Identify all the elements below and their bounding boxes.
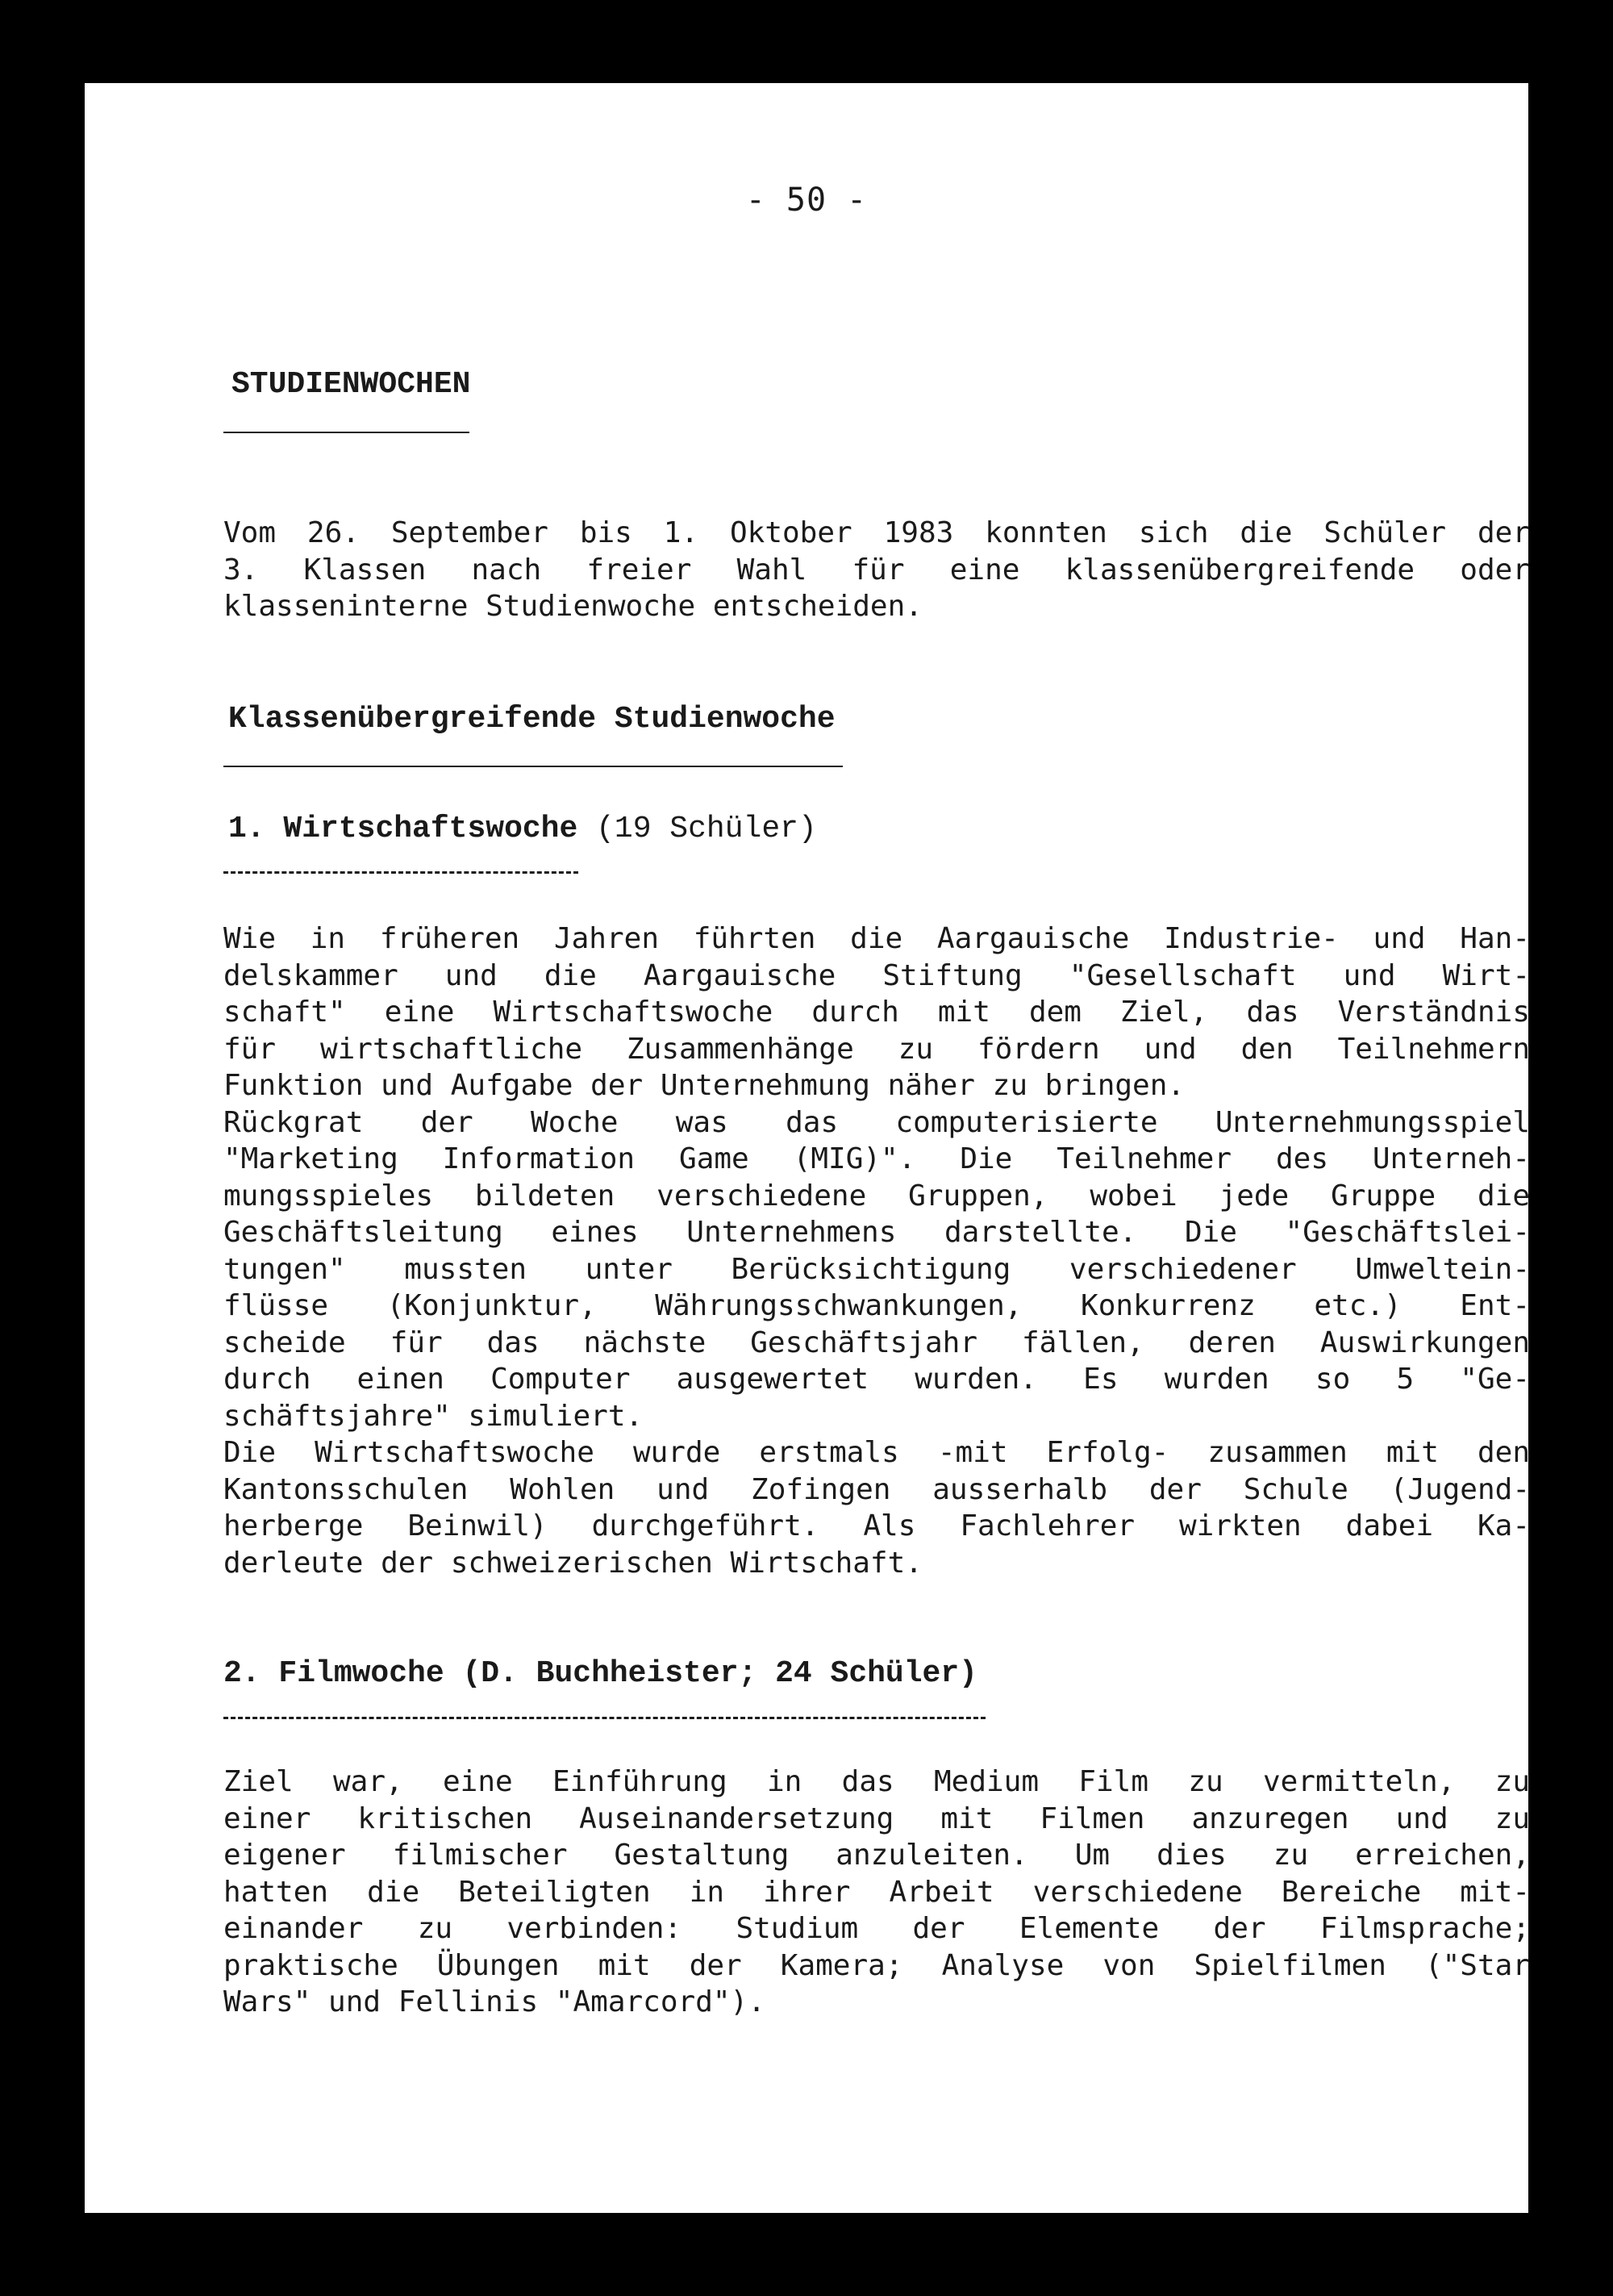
item1-number: 1. bbox=[228, 812, 265, 846]
main-title-underline bbox=[223, 432, 469, 433]
item1-title: Wirtschaftswoche bbox=[283, 812, 578, 846]
paragraph-line: Kantonsschulen Wohlen und Zofingen ausserhalb der Schule (Jugend- bbox=[223, 1472, 1530, 1506]
paragraph-line: schäftsjahre" simuliert. bbox=[223, 1399, 644, 1433]
paragraph-line: scheide für das nächste Geschäftsjahr fällen, deren Auswirkungen bbox=[223, 1325, 1530, 1359]
item2-paragraph bbox=[223, 1764, 1530, 2021]
paragraph-line: Geschäftsleitung eines Unternehmens darstellte. Die "Geschäftslei- bbox=[223, 1216, 1530, 1249]
section-title-underline bbox=[223, 766, 843, 767]
paragraph-line: für wirtschaftliche Zusammenhänge zu fördern und den Teilnehmern bbox=[223, 1032, 1530, 1066]
paragraph-line: mungsspieles bildeten verschiedene Gruppen, wobei jede Gruppe die bbox=[223, 1179, 1530, 1213]
paragraph-line: Ziel war, eine Einführung in das Medium Film zu vermitteln, zu bbox=[223, 1765, 1530, 1798]
document-page bbox=[85, 83, 1528, 2213]
paragraph-line: 3. Klassen nach freier Wahl für eine klassenübergreifende oder bbox=[223, 553, 1530, 587]
paragraph-line: Wars" und Fellinis "Amarcord"). bbox=[223, 1985, 765, 2018]
paragraph-line: hatten die Beteiligten in ihrer Arbeit verschiedene Bereiche mit- bbox=[223, 1875, 1530, 1909]
item1-underline bbox=[223, 871, 578, 874]
paragraph-line: tungen" mussten unter Berücksichtigung verschiedener Umweltein- bbox=[223, 1252, 1530, 1286]
paragraph-line: derleute der schweizerischen Wirtschaft. bbox=[223, 1546, 923, 1580]
paragraph-line: eigener filmischer Gestaltung anzuleiten. Um dies zu erreichen, bbox=[223, 1839, 1530, 1872]
section-title: Klassenübergreifende Studienwoche bbox=[228, 702, 836, 737]
paragraph-line: Wie in früheren Jahren führten die Aargauische Industrie- und Han- bbox=[223, 922, 1530, 955]
paragraph-line: Funktion und Aufgabe der Unternehmung näher zu bringen. bbox=[223, 1069, 1186, 1102]
paragraph-line: klasseninterne Studienwoche entscheiden. bbox=[223, 590, 923, 623]
paragraph-line: flüsse (Konjunktur, Währungsschwankungen, Konkurrenz etc.) Ent- bbox=[223, 1289, 1530, 1322]
paragraph-line: Rückgrat der Woche was das computerisierte Unternehmungsspiel bbox=[223, 1105, 1530, 1139]
item2-underline bbox=[223, 1717, 986, 1719]
item1-participants: (19 Schüler) bbox=[596, 812, 817, 846]
item2-heading: 2. Filmwoche (D. Buchheister; 24 Schüler) bbox=[223, 1656, 977, 1691]
main-title: STUDIENWOCHEN bbox=[231, 367, 471, 402]
item1-heading bbox=[228, 812, 817, 846]
paragraph-line: einer kritischen Auseinandersetzung mit Filmen anzuregen und zu bbox=[223, 1801, 1530, 1835]
page-number: - 50 - bbox=[745, 182, 868, 219]
intro-paragraph bbox=[223, 515, 1530, 625]
paragraph-line: Vom 26. September bis 1. Oktober 1983 konnten sich die Schüler der bbox=[223, 516, 1530, 549]
item1-paragraph bbox=[223, 920, 1530, 1581]
paragraph-line: praktische Übungen mit der Kamera; Analyse von Spielfilmen ("Star bbox=[223, 1948, 1530, 1982]
paragraph-line: herberge Beinwil) durchgeführt. Als Fachlehrer wirkten dabei Ka- bbox=[223, 1509, 1530, 1542]
paragraph-line: schaft" eine Wirtschaftswoche durch mit dem Ziel, das Verständnis bbox=[223, 996, 1530, 1029]
paragraph-line: delskammer und die Aargauische Stiftung "Gesellschaft und Wirt- bbox=[223, 958, 1530, 992]
paragraph-line: einander zu verbinden: Studium der Elemente der Filmsprache; bbox=[223, 1912, 1530, 1945]
paragraph-line: durch einen Computer ausgewertet wurden. Es wurden so 5 "Ge- bbox=[223, 1363, 1530, 1396]
paragraph-line: Die Wirtschaftswoche wurde erstmals -mit Erfolg- zusammen mit den bbox=[223, 1436, 1530, 1469]
paragraph-line: "Marketing Information Game (MIG)". Die Teilnehmer des Unterneh- bbox=[223, 1142, 1530, 1175]
